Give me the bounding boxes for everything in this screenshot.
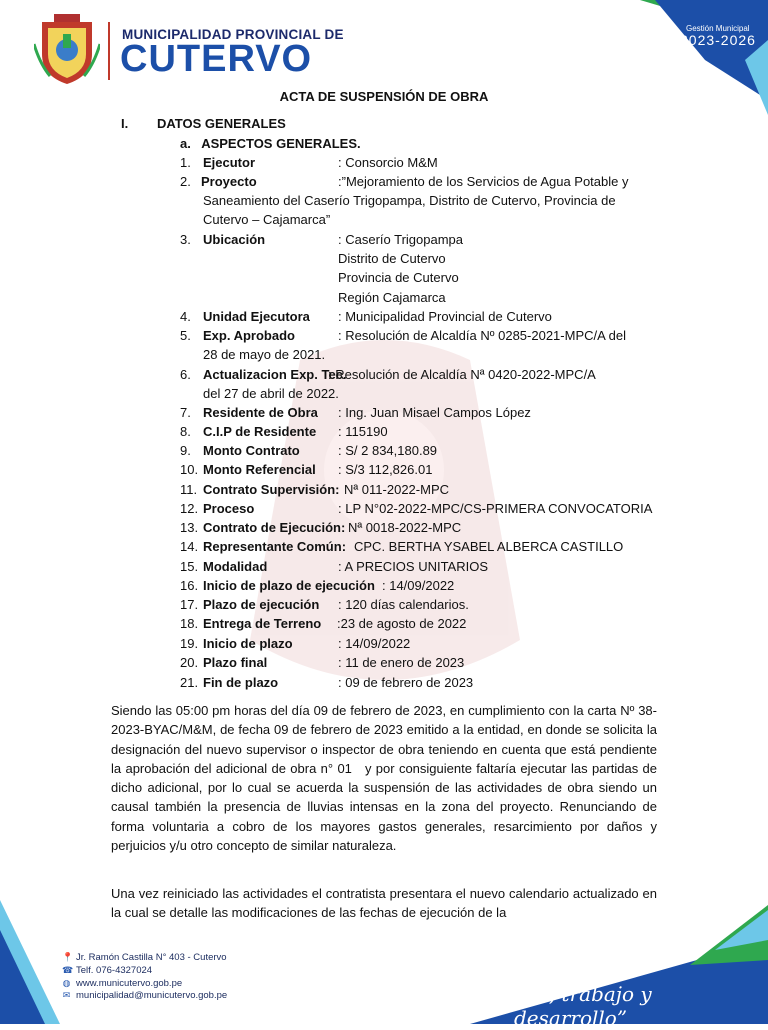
header-divider — [108, 22, 110, 80]
location-pin-icon: 📍 — [62, 952, 74, 962]
list-item-continuation: Distrito de Cutervo — [338, 251, 446, 266]
footer-address: 📍 Jr. Ramón Castilla N° 403 - Cutervo — [62, 952, 227, 963]
footer-phone: ☎ Telf. 076-4327024 — [62, 965, 153, 976]
body-paragraph: Una vez reiniciado las actividades el contratista presentara el nuevo calendario actualizado en la cual se detalle las modificaciones de las fechas de ejecución de la — [111, 886, 657, 921]
municipality-name-line1: MUNICIPALIDAD PROVINCIAL DE — [122, 27, 344, 42]
list-item-continuation: Saneamiento del Caserío Trigopampa, Distrito de Cutervo, Provincia de — [203, 193, 616, 208]
document-title: ACTA DE SUSPENSIÓN DE OBRA — [279, 89, 489, 104]
list-item-continuation: Cutervo – Cajamarca” — [203, 212, 331, 227]
list-item-continuation: del 27 de abril de 2022. — [203, 386, 339, 401]
list-item-continuation: 28 de mayo de 2021. — [203, 347, 326, 362]
municipality-name-line2: CUTERVO — [120, 38, 313, 80]
list-item-continuation: Provincia de Cutervo — [338, 270, 459, 285]
section-title: DATOS GENERALES — [157, 116, 286, 131]
section-number: I. — [121, 116, 129, 131]
phone-icon: ☎ — [62, 965, 74, 975]
list-item-continuation: Región Cajamarca — [338, 290, 446, 305]
globe-icon: ◍ — [62, 978, 71, 988]
subsection-title: a. ASPECTOS GENERALES. — [180, 136, 361, 151]
gestion-years: 2023-2026 — [680, 32, 756, 48]
gestion-label: Gestión Municipal — [686, 24, 750, 33]
slogan: “Fe, trabajo y desarrollo” — [514, 982, 652, 1030]
footer-email[interactable]: ✉ municipalidad@municutervo.gob.pe — [62, 990, 228, 1001]
municipal-crest-icon — [34, 14, 100, 86]
envelope-icon: ✉ — [62, 990, 71, 1000]
footer-website[interactable]: ◍ www.municutervo.gob.pe — [62, 978, 183, 989]
body-paragraph: Siendo las 05:00 pm horas del día 09 de febrero de 2023, en cumplimiento con la carta Nº 38-2023-BYAC/M&M, de fecha 09 de febrero de 2023 emitido a la entidad, en donde se solicita la designación del nuevo supervisor o inspector de obra teniendo en cuenta que está pendiente la aprobación del adicional de obra n° 01 y por consiguiente faltaría ejecutar las partidas de dicho adicional, por lo cual se acuerda la suspensión de las actividades de obra siendo un causal también la presencia de lluvias intensas en la zona del proyecto. Renunciando de forma voluntaria a cobro de los mayores gastos generales, resarcimiento por daños y perjuicios y/u otro concepto de similar naturaleza. — [111, 703, 661, 854]
